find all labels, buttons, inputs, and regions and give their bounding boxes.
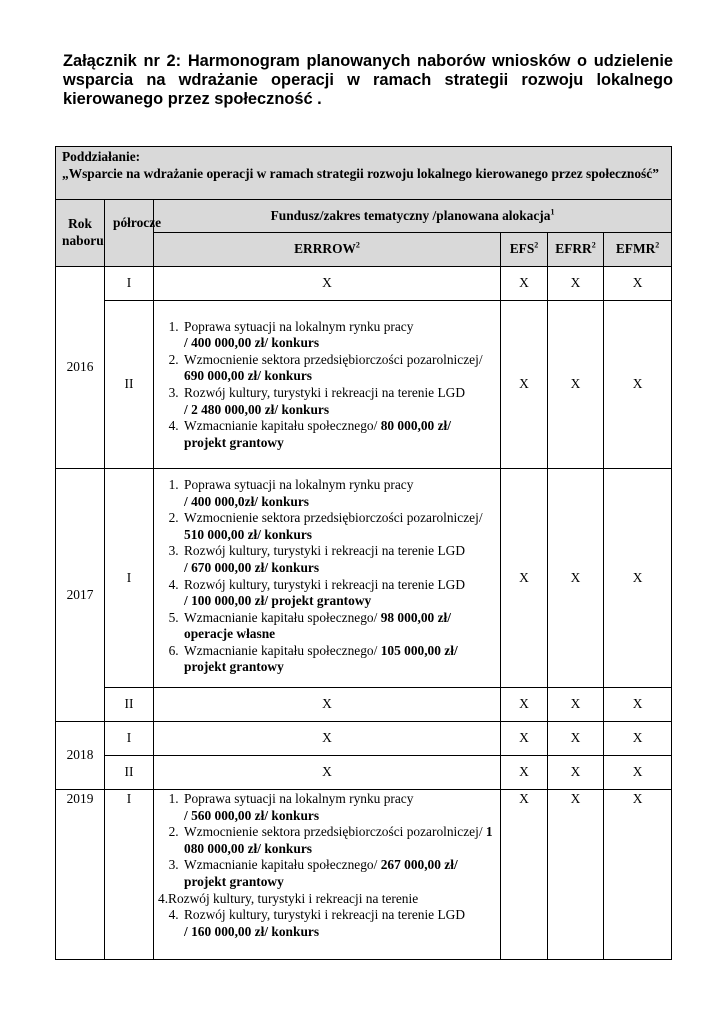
mark-cell: X — [604, 722, 672, 756]
col-header-fund: Fundusz/zakres tematyczny /planowana alokacja$^1$ — [154, 200, 672, 233]
table-row — [56, 301, 672, 469]
mark-cell: X — [154, 688, 501, 722]
mark-cell: X — [154, 722, 501, 756]
allocation-list-cell — [154, 301, 501, 469]
mark-cell: X — [604, 688, 672, 722]
mark-cell: X — [604, 790, 672, 960]
half-cell: I — [105, 267, 154, 301]
mark-cell: X — [501, 469, 548, 688]
half-cell: II — [105, 688, 154, 722]
list-item: 5. Wzmacnianie kapitału społecznego/ 98 000,00 zł/ operacje własne — [182, 610, 494, 643]
half-cell: I — [105, 722, 154, 756]
year-cell-2016: 2016 — [56, 267, 105, 469]
mark-cell: X — [501, 688, 548, 722]
table-row — [56, 722, 672, 756]
list-item: 2. Wzmocnienie sektora przedsiębiorczości pozarolniczej/ 510 000,00 zł/ konkurs — [182, 510, 494, 543]
mark-cell: X — [548, 756, 604, 790]
allocation-list — [154, 319, 494, 452]
mark-cell: X — [548, 722, 604, 756]
half-cell: I — [105, 469, 154, 688]
col-header-half: półrocze — [105, 200, 154, 267]
list-item: 2. Wzmocnienie sektora przedsiębiorczości pozarolniczej/ 1 080 000,00 zł/ konkurs — [182, 824, 494, 857]
subaction-label: Poddziałanie: — [62, 149, 141, 164]
mark-cell: X — [604, 301, 672, 469]
table-row — [56, 790, 672, 960]
year-cell-2019: 2019 — [56, 790, 105, 960]
col-header-year: Rok naboru — [56, 200, 105, 267]
mark-cell: X — [604, 756, 672, 790]
year-cell-2017: 2017 — [56, 469, 105, 722]
allocation-list — [154, 477, 494, 676]
col-header-efmr: EFMR$^2$ — [604, 233, 672, 267]
subaction-cell — [56, 147, 672, 200]
list-item: 2. Wzmocnienie sektora przedsiębiorczości pozarolniczej/ 690 000,00 zł/ konkurs — [182, 352, 494, 385]
list-item: 4. Rozwój kultury, turystyki i rekreacji na terenie LGD / 100 000,00 zł/ projekt grantowy — [182, 577, 494, 610]
mark-cell: X — [154, 267, 501, 301]
mark-cell: X — [501, 790, 548, 960]
header-row-1 — [56, 200, 672, 233]
list-item: 3. Rozwój kultury, turystyki i rekreacji na terenie LGD / 670 000,00 zł/ konkurs — [182, 543, 494, 576]
mark-cell: X — [548, 469, 604, 688]
mark-cell: X — [501, 267, 548, 301]
mark-cell: X — [548, 267, 604, 301]
table-row — [56, 688, 672, 722]
col-header-efs: EFS$^2$ — [501, 233, 548, 267]
half-cell: I — [105, 790, 154, 960]
subaction-name: „Wsparcie na wdrażanie operacji w ramach strategii rozwoju lokalnego kierowanego przez społeczność” — [62, 165, 659, 181]
allocation-list-continued — [154, 907, 494, 940]
allocation-list — [154, 791, 494, 891]
mark-cell: X — [604, 267, 672, 301]
half-cell: II — [105, 301, 154, 469]
page-title: Załącznik nr 2: Harmonogram planowanych naborów wniosków o udzielenie wsparcia na wdrażanie operacji w ramach strategii rozwoju lokalnego kierowanego przez społeczność . — [63, 52, 673, 108]
list-item: 4. Wzmacnianie kapitału społecznego/ 80 000,00 zł/ projekt grantowy — [182, 418, 494, 451]
schedule-table — [55, 146, 672, 960]
table-row — [56, 756, 672, 790]
allocation-list-cell — [154, 790, 501, 960]
table-row — [56, 267, 672, 301]
list-free-line: 4.Rozwój kultury, turystyki i rekreacji na terenie — [158, 890, 419, 906]
half-cell: II — [105, 756, 154, 790]
list-item: 1. Poprawa sytuacji na lokalnym rynku pracy / 400 000,00 zł/ konkurs — [182, 319, 494, 352]
list-item: 3. Wzmacnianie kapitału społecznego/ 267 000,00 zł/ projekt grantowy — [182, 857, 494, 890]
list-item: 1. Poprawa sytuacji na lokalnym rynku pracy / 400 000,0zł/ konkurs — [182, 477, 494, 510]
list-item: 4. Rozwój kultury, turystyki i rekreacji na terenie LGD / 160 000,00 zł/ konkurs — [182, 907, 494, 940]
list-item: 3. Rozwój kultury, turystyki i rekreacji na terenie LGD / 2 480 000,00 zł/ konkurs — [182, 385, 494, 418]
mark-cell: X — [548, 790, 604, 960]
mark-cell: X — [501, 301, 548, 469]
mark-cell: X — [154, 756, 501, 790]
mark-cell: X — [548, 301, 604, 469]
subaction-row — [56, 147, 672, 200]
mark-cell: X — [548, 688, 604, 722]
year-cell-2018: 2018 — [56, 722, 105, 790]
col-header-errrow: ERRROW$^2$ — [154, 233, 501, 267]
col-header-efrr: EFRR$^2$ — [548, 233, 604, 267]
allocation-list-cell — [154, 469, 501, 688]
table-row — [56, 469, 672, 688]
list-item: 6. Wzmacnianie kapitału społecznego/ 105 000,00 zł/ projekt grantowy — [182, 643, 494, 676]
mark-cell: X — [501, 722, 548, 756]
mark-cell: X — [501, 756, 548, 790]
list-item: 1. Poprawa sytuacji na lokalnym rynku pracy / 560 000,00 zł/ konkurs — [182, 791, 494, 824]
mark-cell: X — [604, 469, 672, 688]
